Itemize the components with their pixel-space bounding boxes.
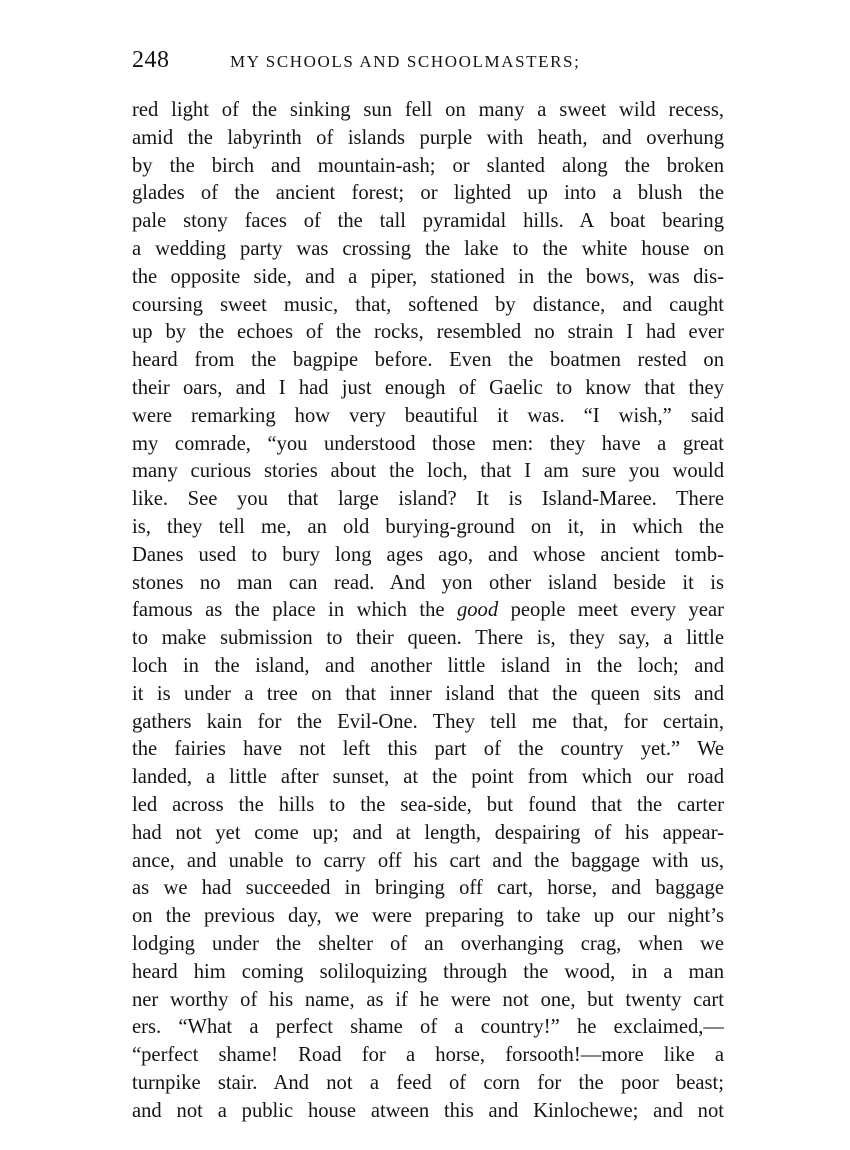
text-run: people meet every year: [498, 599, 724, 622]
text-line: and not a public house atween this and Kinlochewe; and not: [132, 1099, 724, 1122]
text-line: landed, a little after sunset, at the point from which our road: [132, 766, 724, 789]
text-line: it is under a tree on that inner island that the queen sits and: [132, 682, 724, 705]
text-line: lodging under the shelter of an overhanging crag, when we: [132, 932, 724, 955]
running-head: [132, 46, 732, 78]
text-run: famous as the place in which the: [132, 599, 457, 622]
italic-word: good: [456, 599, 499, 622]
text-line: ner worthy of his name, as if he were not one, but twenty cart: [132, 988, 724, 1011]
text-line: a wedding party was crossing the lake to the white house on: [132, 237, 724, 260]
text-line: glades of the ancient forest; or lighted up into a blush the: [132, 182, 724, 205]
body-text: [132, 97, 724, 1125]
running-title: MY SCHOOLS AND SCHOOLMASTERS;: [230, 52, 581, 71]
text-line: red light of the sinking sun fell on many a sweet wild recess,: [132, 99, 724, 121]
text-line: were remarking how very beautiful it was. “I wish,” said: [132, 404, 724, 427]
text-line: is, they tell me, an old burying-ground on it, in which the: [132, 515, 724, 538]
text-line: ers. “What a perfect shame of a country!” he exclaimed,—: [132, 1016, 724, 1039]
text-line: by the birch and mountain-ash; or slanted along the broken: [132, 154, 724, 177]
text-line: up by the echoes of the rocks, resembled no strain I had ever: [132, 321, 724, 344]
text-line: led across the hills to the sea-side, but found that the carter: [132, 793, 724, 816]
text-line: heard him coming soliloquizing through the wood, in a man: [132, 960, 724, 983]
text-line: on the previous day, we were preparing to take up our night’s: [132, 905, 724, 928]
text-line: heard from the bagpipe before. Even the boatmen rested on: [132, 349, 724, 372]
text-line: the opposite side, and a piper, stationed in the bows, was dis-: [132, 265, 724, 288]
page-number: 248: [132, 47, 170, 73]
text-line: coursing sweet music, that, softened by distance, and caught: [132, 293, 724, 316]
text-line: “perfect shame! Road for a horse, forsooth!—more like a: [132, 1044, 724, 1067]
text-line: my comrade, “you understood those men: they have a great: [132, 432, 724, 455]
text-line: had not yet come up; and at length, despairing of his appear-: [132, 821, 724, 844]
text-line: loch in the island, and another little island in the loch; and: [132, 654, 724, 677]
text-line: [132, 597, 724, 625]
text-line: turnpike stair. And not a feed of corn for the poor beast;: [132, 1071, 724, 1094]
text-line: like. See you that large island? It is Island-Maree. There: [132, 488, 724, 511]
text-line: gathers kain for the Evil-One. They tell me that, for certain,: [132, 710, 724, 733]
text-line: their oars, and I had just enough of Gaelic to know that they: [132, 376, 724, 399]
text-line: ance, and unable to carry off his cart and the baggage with us,: [132, 849, 724, 872]
text-line: the fairies have not left this part of the country yet.” We: [132, 738, 724, 761]
text-line: pale stony faces of the tall pyramidal hills. A boat bearing: [132, 210, 724, 233]
text-line: many curious stories about the loch, that I am sure you would: [132, 460, 724, 483]
text-line: stones no man can read. And yon other island beside it is: [132, 571, 724, 594]
text-line: Danes used to bury long ages ago, and whose ancient tomb-: [132, 543, 724, 566]
text-line: amid the labyrinth of islands purple with heath, and overhung: [132, 126, 724, 149]
text-line: to make submission to their queen. There is, they say, a little: [132, 627, 724, 650]
text-line: as we had succeeded in bringing off cart, horse, and baggage: [132, 877, 724, 900]
